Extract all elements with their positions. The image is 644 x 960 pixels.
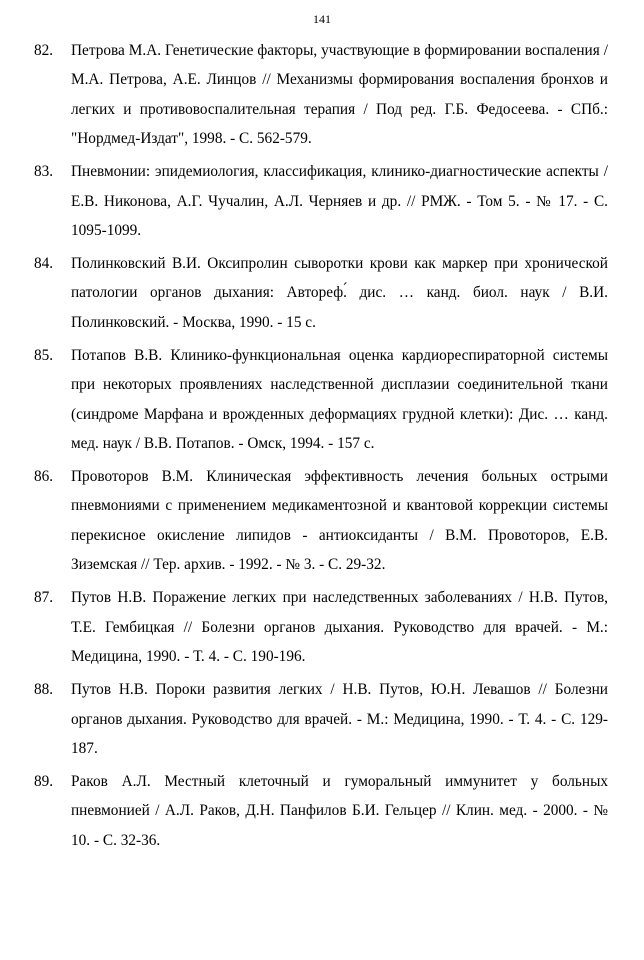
reference-number: 87. (34, 589, 54, 607)
reference-item (34, 157, 608, 245)
reference-item (34, 583, 608, 671)
reference-item (34, 249, 608, 337)
reference-text: Раков А.Л. Местный клеточный и гуморальный иммунитет у больных пневмонией / А.Л. Раков, Д.Н. Панфилов Б.И. Гельцер // Клин. мед. - 2000. - № 10. - С. 32-36. (71, 772, 608, 849)
reference-item (34, 675, 608, 763)
reference-number: 85. (34, 346, 54, 364)
reference-number: 86. (34, 468, 54, 486)
reference-number: 84. (34, 255, 54, 273)
reference-number: 89. (34, 772, 54, 790)
page-number: 141 (313, 12, 331, 26)
reference-list (34, 36, 608, 859)
reference-item (34, 462, 608, 580)
reference-number: 83. (34, 163, 54, 181)
reference-item (34, 767, 608, 855)
reference-text: Полинковский В.И. Оксипролин сыворотки крови как маркер при хронической патологии органов дыхания: Автореф.́ дис. … канд. биол. наук / В.И. Полинковский. - Москва, 1990. - 15 с. (71, 255, 608, 331)
reference-text: Петрова М.А. Генетические факторы, участвующие в формировании воспаления / М.А. Петрова, А.Е. Линцов // Механизмы формирования воспаления бронхов и легких и противовоспалительная терапия / Под ред. Г.Б. Федосеева. - СПб.: "Нордмед-Издат", 1998. - С. 562-579. (71, 42, 608, 148)
reference-text: Пневмонии: эпидемиология, классификация, клинико-диагностические аспекты / Е.В. Никонова, А.Г. Чучалин, А.Л. Черняев и др. // РМЖ. - Том 5. - № 17. - С. 1095-1099. (71, 163, 608, 240)
reference-text: Путов Н.В. Поражение легких при наследственных заболеваниях / Н.В. Путов, Т.Е. Гембицкая // Болезни органов дыхания. Руководство для врачей. - М.: Медицина, 1990. - Т. 4. - С. 190-196. (71, 589, 608, 666)
reference-text: Провоторов В.М. Клиническая эффективность лечения больных острыми пневмониями с применением медикаментозной и квантовой коррекции системы перекисное окисление липидов - антиоксиданты / В.М. Провоторов, Е.В. Зиземская // Тер. архив. - 1992. - № 3. - С. 29-32. (71, 468, 608, 574)
reference-number: 88. (34, 681, 54, 699)
reference-item (34, 36, 608, 154)
reference-text: Путов Н.В. Пороки развития легких / Н.В. Путов, Ю.Н. Левашов // Болезни органов дыхания. Руководство для врачей. - М.: Медицина, 1990. - Т. 4. - С. 129-187. (71, 681, 608, 757)
reference-text: Потапов В.В. Клинико-функциональная оценка кардиореспираторной системы при некоторых проявлениях наследственной дисплазии соединительной ткани (синдроме Марфана и врожденных деформациях грудной клетки): Дис. … канд. мед. наук / В.В. Потапов. - Омск, 1994. - 157 с. (71, 346, 608, 453)
reference-number: 82. (34, 42, 54, 59)
reference-item (34, 341, 608, 459)
